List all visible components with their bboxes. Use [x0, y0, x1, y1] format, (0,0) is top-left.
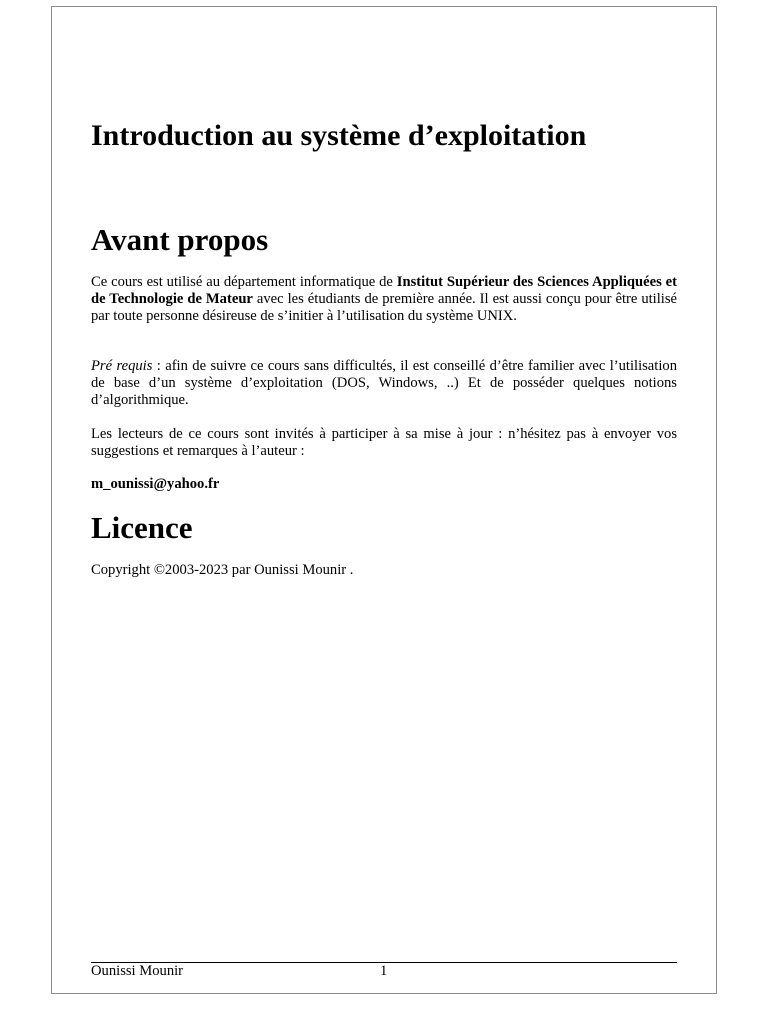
prerequisites-label: Pré requis [91, 358, 153, 374]
copyright-text: Copyright ©2003-2023 par Ounissi Mounir . [91, 562, 354, 578]
section-heading-licence: Licence [91, 510, 193, 545]
section-heading-avant-propos: Avant propos [91, 222, 269, 257]
prerequisites-text: : afin de suivre ce cours sans difficultés, il est conseillé d’être familier avec l’utilisation de base d’un système d’exploitation (DOS, Windows, ..) Et de posséder quelques notions d’algorithmique. [91, 358, 677, 408]
intro-text-start: Ce cours est utilisé au département informatique de [91, 274, 397, 290]
intro-text-end: avec les étudiants de première année. Il est aussi conçu pour être utilisé par toute personne désireuse de s’initier à l’utilisation du système UNIX. [91, 290, 677, 324]
prerequisites-paragraph [91, 358, 677, 408]
author-email: m_ounissi@yahoo.fr [91, 476, 220, 492]
intro-paragraph [91, 274, 677, 324]
footer-page-number: 1 [380, 963, 388, 979]
feedback-paragraph: Les lecteurs de ce cours sont invités à participer à sa mise à jour : n’hésitez pas à envoyer vos suggestions et remarques à l’auteur : [91, 426, 677, 459]
footer-author: Ounissi Mounir [91, 963, 184, 979]
document-title: Introduction au système d’exploitation [91, 119, 587, 152]
institution-name: Institut Supérieur des Sciences Appliquées et de Technologie de Mateur [91, 274, 677, 307]
